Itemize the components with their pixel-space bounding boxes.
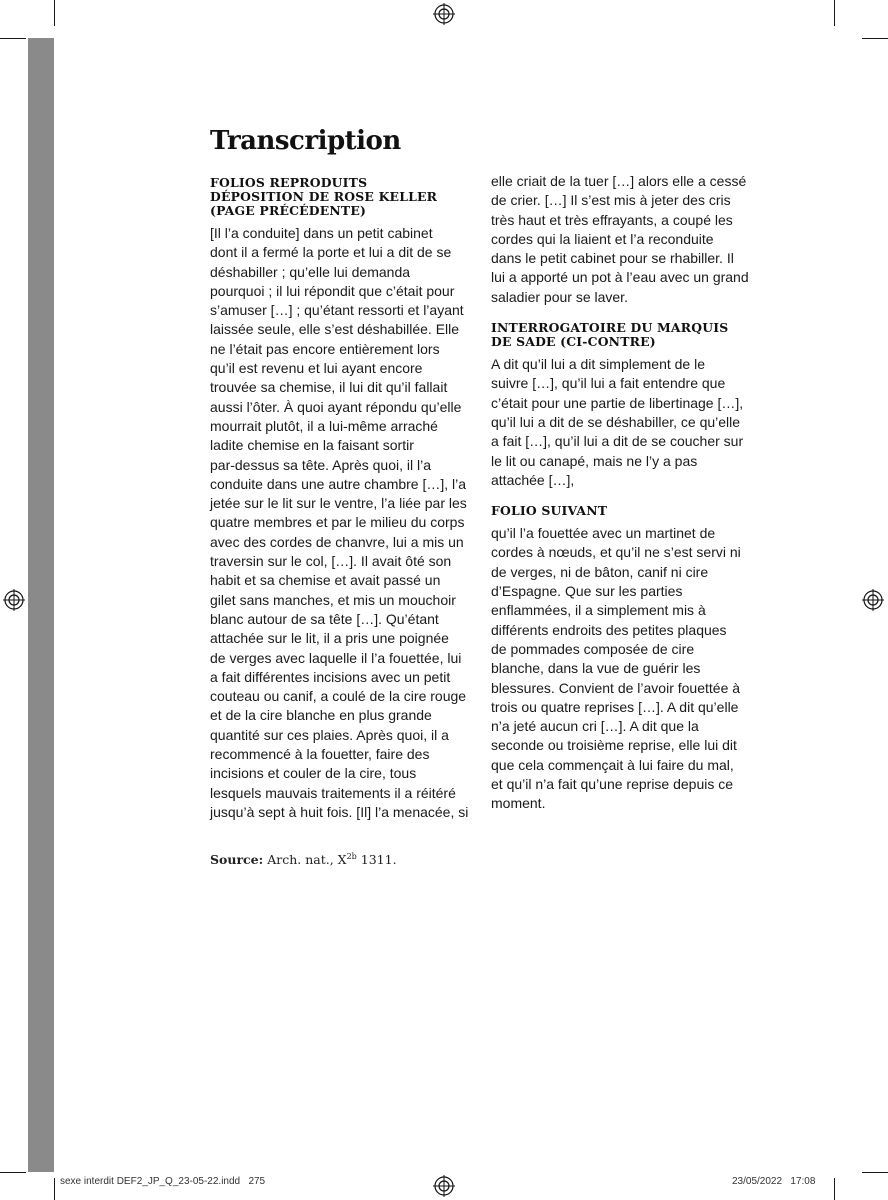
crop-mark [862,1172,888,1173]
heading-line: (PAGE PRÉCÉDENTE) [210,203,367,218]
source-label: Source: [210,852,264,868]
crop-mark [0,38,26,39]
right-column [491,172,759,814]
section-heading-folios [210,176,476,218]
heading-line: DÉPOSITION DE ROSE KELLER [210,189,438,204]
source-after: 1311. [356,852,397,868]
deposition-continuation: elle criait de la tuer […] alors elle a cessé de crier. […] Il s’est mis à jeter des cris très haut et très effrayants, a coupé les cordes qui la liaient et l’a reconduite dans le petit cabinet pour se rhabiller. Il lui a apporté un pot à l’eau avec un grand saladier pour se laver. [491,173,749,305]
crop-mark [54,0,55,26]
registration-mark-icon [433,3,455,25]
crop-mark [862,38,888,39]
source-text: Arch. nat., X [267,852,347,868]
crop-mark [0,1172,26,1173]
footer-date: 23/05/2022 17:08 [732,1176,816,1187]
crop-mark [834,1178,835,1200]
registration-mark-icon [3,589,25,611]
registration-mark-icon [433,1175,455,1197]
footer-file-info: sexe interdit DEF2_JP_Q_23-05-22.indd 275 [60,1176,266,1187]
section-heading-interrogatoire [491,321,759,349]
source-sup: 2b [346,852,357,861]
deposition-text: [Il l’a conduite] dans un petit cabinet dont il a fermé la porte et lui a dit de se déshabiller ; qu’elle lui demanda pourquoi ; il lui répondit que c’était pour s’amuser […] ; qu’étant ressorti et l’ayant laissée seule, elle s’est déshabillée. Elle ne l’était pas encore entièrement lors qu’il est revenu et lui ayant encore trouvée sa chemise, il lui dit qu’il fallait aussi l’ôter. À quoi ayant répondu qu’elle mourrait plutôt, il a lui-même arraché ladite chemise en la faisant sortir par-dessus sa tête. Après quoi, il l’a conduite dans une autre chambre […], l’a jetée sur le lit sur le ventre, l’a liée par les quatre membres et par le milieu du corps avec des cordes de chanvre, lui a mis un traversin sur le col, […]. Il avait ôté son habit et sa chemise et avait passé un gilet sans manches, et mis un mouchoir blanc autour de sa tête […]. Qu’étant attachée sur le lit, il a pris une poignée de verges avec laquelle il l’a fouettée, lui a fait différentes incisions avec un petit couteau ou canif, a coulé de la cire rouge et de la cire blanche en plus grande quantité sur ces plaies. Après quoi, il a recommencé à la fouetter, faire des incisions et couler de la cire, tous lesquels mauvais traitements il a réitéré jusqu’à sept à huit fois. [Il] l’a menacée, si [210,225,469,820]
heading-line: DE SADE (CI-CONTRE) [491,334,656,350]
sidebar-bar [28,38,54,1172]
page-title: Transcription [210,126,401,156]
left-column [210,172,476,822]
section-heading-folio-suivant [491,504,759,518]
folio-suivant-text: qu’il l’a fouettée avec un martinet de cordes à nœuds, et qu’il ne s’est servi ni de verges, ni de bâton, canif ni cire d’Espagne. Que sur les parties enflammées, il a simplement mis à différents endroits des petites plaques de pommades composée de cire blanche, dans la vue de guérir les blessures. Convient de l’avoir fouettée à trois ou quatre reprises […]. A dit qu’elle n’a jeté aucun cri […]. A dit que la seconde ou troisième reprise, elle lui dit que cela commençait à lui faire du mal, et qu’il n’a fait qu’une reprise depuis ce moment. [491,525,741,812]
crop-mark [834,0,835,26]
interrogatoire-text: A dit qu’il lui a dit simplement de le suivre […], qu’il lui a fait entendre que c’était pour une partie de libertinage […], qu’il lui a dit de se déshabiller, ce qu’elle a fait […], qu’il lui a dit de se coucher sur le lit ou canapé, mais ne l’y a pas attachée […], [491,356,744,488]
heading-line: FOLIO SUIVANT [491,503,608,519]
heading-line: INTERROGATOIRE DU MARQUIS [491,320,729,336]
registration-mark-icon [862,589,884,611]
heading-line: FOLIOS REPRODUITS [210,175,368,190]
crop-mark [54,1178,55,1200]
source-citation [210,852,397,867]
